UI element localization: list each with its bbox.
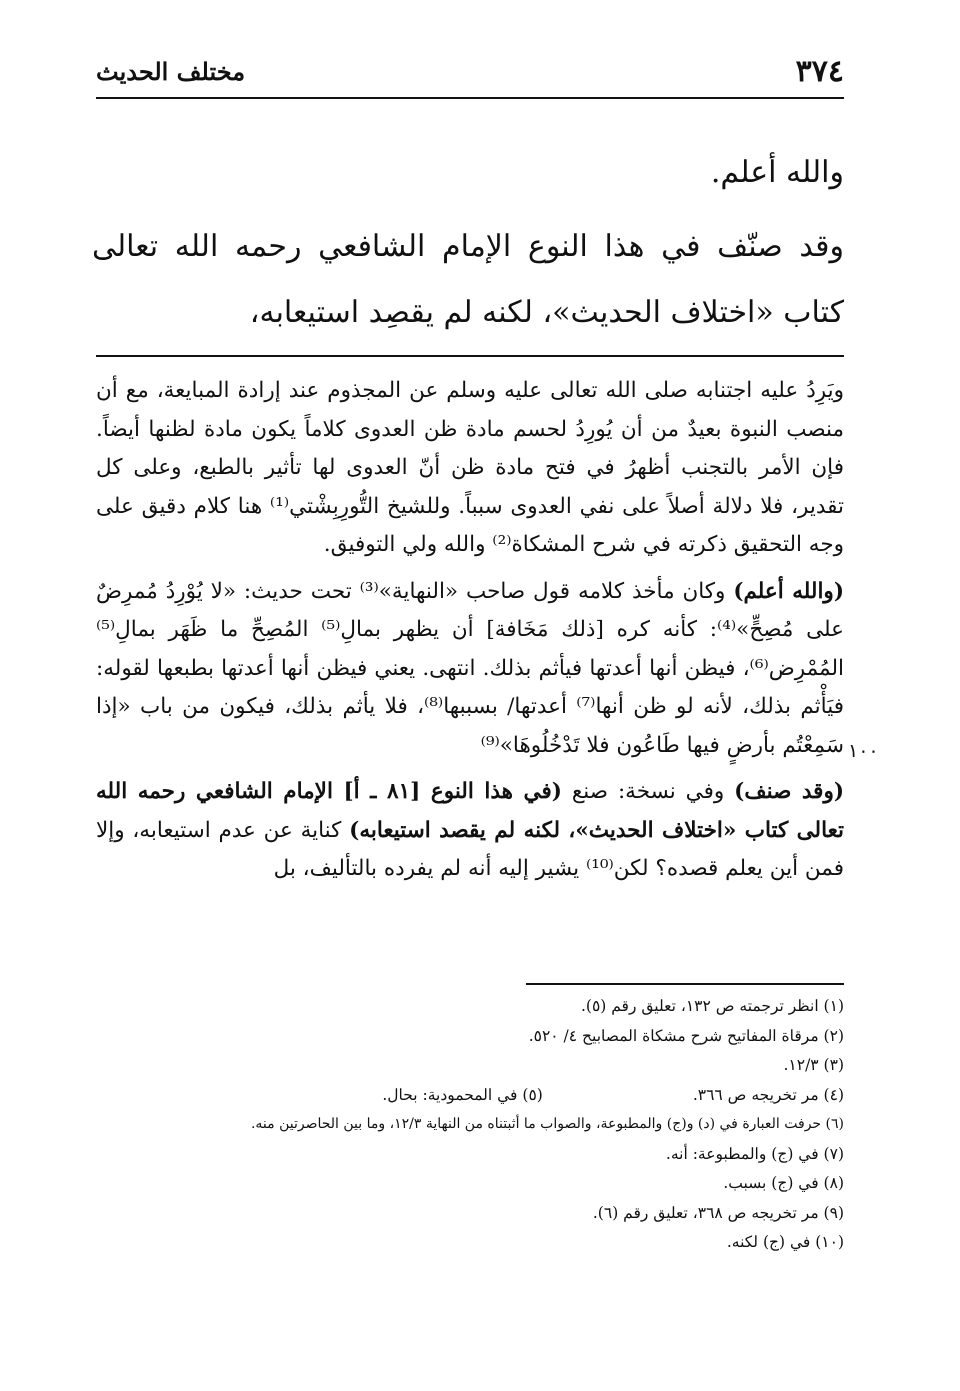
commentary-paragraph-2	[96, 573, 844, 766]
footnote-8: (٨) في (ج) بسبب.	[723, 1174, 844, 1192]
footnote-10: (١٠) في (ج) لكنه.	[726, 1233, 844, 1251]
quoted-lemma: (وقد صنف)	[734, 779, 845, 804]
main-text-closing: والله أعلم.	[710, 155, 844, 190]
quoted-lemma: (في هذا النوع [٨١ ـ أ] الإمام الشافعي رحمه الله تعالى كتاب «اختلاف الحديث»، لكنه لم يقصد استيعابه)	[96, 779, 844, 843]
commentary-text: وفي نسخة: صنع	[561, 779, 735, 804]
marginal-folio-number: ١٠٠	[848, 740, 879, 762]
page-header	[96, 52, 844, 92]
page-number: ٣٧٤	[795, 54, 844, 89]
commentary-divider	[96, 355, 844, 357]
footnote-6: (٦) حرفت العبارة في (د) و(ج) والمطبوعة، والصواب ما أثبتناه من النهاية ١٢/٣، وما بين الحاصرتين منه.	[250, 1116, 844, 1132]
header-divider	[96, 97, 844, 99]
footnote-4: (٤) مر تخريجه ص ٣٦٦.	[692, 1085, 844, 1104]
footnote-1: (١) انظر ترجمته ص ١٣٢، تعليق رقم (٥).	[580, 997, 844, 1015]
commentary-paragraph-1: ويَرِدُ عليه اجتنابه صلى الله تعالى عليه وسلم عن المجذوم عند إرادة المبايعة، مع أن منصب النبوة بعيدٌ من أن يُورِدُ لحسم مادة ظن العدوى كلاماً يكون مادة لظنها أيضاً. فإن الأمر بالتجنب أظهرُ في فتح مادة ظن أنّ العدوى لها تأثير بالطبع، وعلى كل تقدير، فلا دلالة أصلاً على نفي العدوى سبباً. وللشيخ التُّورِبِشْتي⁽¹⁾ هنا كلام دقيق على وجه التحقيق ذكرته في شرح المشكاة⁽²⁾ والله ولي التوفيق.	[96, 378, 844, 557]
quoted-lemma: (والله أعلم)	[733, 578, 844, 604]
commentary-text: كناية عن عدم استيعابه، وإلا فمن أين يعلم قصده؟ لكن⁽¹⁰⁾ يشير إليه أنه لم يفرده بالتأليف، بل	[96, 817, 844, 881]
footnote-5: (٥) في المحمودية: بحال.	[382, 1085, 543, 1104]
footnote-2: (٢) مرقاة المفاتيح شرح مشكاة المصابيح ٤/ ٥٢٠.	[528, 1026, 844, 1045]
commentary	[96, 372, 844, 897]
footnote-3: (٣) ١٢/٣.	[783, 1056, 844, 1074]
footnote-7: (٧) في (ج) والمطبوعة: أنه.	[665, 1144, 844, 1163]
commentary-paragraph-3	[96, 773, 844, 889]
main-text	[92, 140, 844, 346]
footnotes	[96, 992, 844, 1258]
running-title: مختلف الحديث	[96, 57, 246, 86]
footnote-9: (٩) مر تخريجه ص ٣٦٨، تعليق رقم (٦).	[592, 1203, 844, 1222]
footnote-row-4-5	[96, 1081, 844, 1111]
main-text-paragraph: وقد صنّف في هذا النوع الإمام الشافعي رحمه الله تعالى كتاب «اختلاف الحديث»، لكنه لم يقصِد استيعابه،	[92, 229, 844, 330]
commentary-text: وكان مأخذ كلامه قول صاحب «النهاية»⁽³⁾ تحت حديث: «لا يُوْرِدُ مُمرِضٌ على مُصِحٍّ»⁽⁴⁾: كأنه كره [ذلك مَخَافة] أن يظهر بمالِ⁽⁵⁾ المُصِحِّ ما ظَهَر بمالِ⁽⁵⁾ المُمْرِض⁽⁶⁾، فيظن أنها أعدتها فيأثم بذلك. انتهى. يعني فيظن أنها أعدتها بطبعها لقوله: فيَأْثم بذلك، لأنه لو ظن أنها⁽⁷⁾ أعدتها/ بسببها⁽⁸⁾، فلا يأثم بذلك، فيكون من باب «إذا سَمِعْتُم بأرضٍ فيها طَاعُون فلا تَدْخُلُوهَا»⁽⁹⁾	[96, 578, 844, 758]
footnote-divider	[526, 983, 844, 985]
